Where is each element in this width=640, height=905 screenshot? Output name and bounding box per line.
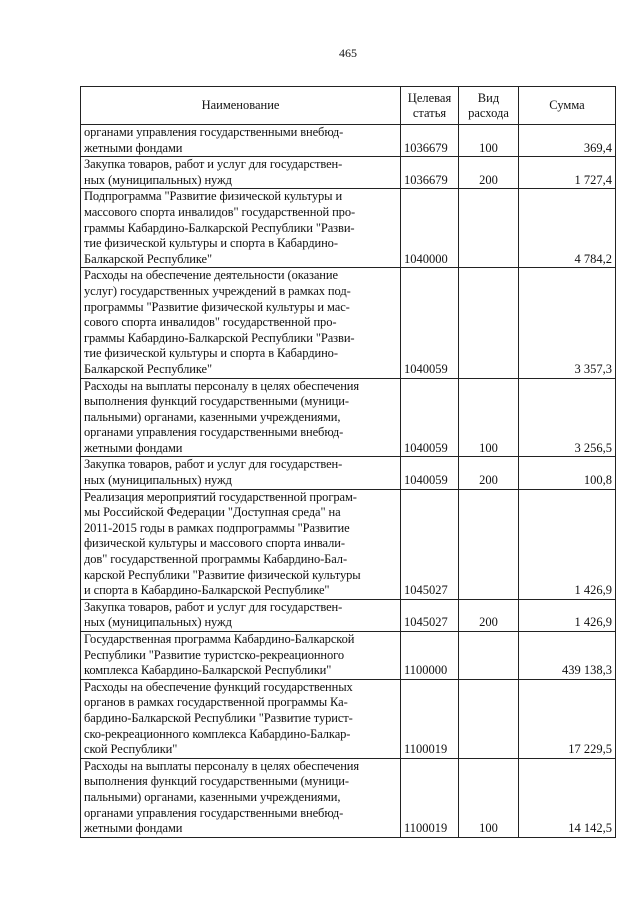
table-row <box>81 758 616 837</box>
cell-sum: 439 138,3 <box>519 632 616 680</box>
cell-sum: 1 426,9 <box>519 599 616 631</box>
cell-code: 1040059 <box>401 378 459 457</box>
cell-sum: 4 784,2 <box>519 189 616 268</box>
cell-name: органами управления государственными внебюд- жетными фондами <box>81 125 401 157</box>
table-row <box>81 125 616 157</box>
cell-name: Реализация мероприятий государственной програм- мы Российской Федерации "Доступная среда" на 2011-2015 годы в рамках подпрограммы "Развитие физической культуры и массового спорта инвали- дов" государственной программы Кабардино-Бал- карской Республики "Развитие физической культуры и спорта в Кабардино-Балкарской Республике" <box>81 489 401 599</box>
cell-name: Закупка товаров, работ и услуг для государствен- ных (муниципальных) нужд <box>81 157 401 189</box>
cell-name: Расходы на обеспечение функций государственных органов в рамках государственной программы Ка- бардино-Балкарской Республики "Развитие турист- ско-рекреационного комплекса Кабардино-Балкар- ской Республики" <box>81 679 401 758</box>
cell-name: Расходы на выплаты персоналу в целях обеспечения выполнения функций государственными (муници- пальными) органами, казенными учреждениями, органами управления государственными внебюд- жетными фондами <box>81 758 401 837</box>
cell-code: 1036679 <box>401 157 459 189</box>
cell-sum: 3 357,3 <box>519 268 616 378</box>
cell-sum: 369,4 <box>519 125 616 157</box>
cell-code: 1040059 <box>401 457 459 489</box>
header-type: Вид расхода <box>459 87 519 125</box>
cell-name: Закупка товаров, работ и услуг для государствен- ных (муниципальных) нужд <box>81 599 401 631</box>
header-name: Наименование <box>81 87 401 125</box>
cell-type: 100 <box>459 378 519 457</box>
table-row <box>81 632 616 680</box>
table-row <box>81 489 616 599</box>
header-code: Целевая статья <box>401 87 459 125</box>
cell-code: 1100000 <box>401 632 459 680</box>
header-sum: Сумма <box>519 87 616 125</box>
cell-sum: 3 256,5 <box>519 378 616 457</box>
cell-code: 1036679 <box>401 125 459 157</box>
cell-name: Расходы на выплаты персоналу в целях обеспечения выполнения функций государственными (муници- пальными) органами, казенными учреждениями, органами управления государственными внебюд- жетными фондами <box>81 378 401 457</box>
cell-sum: 14 142,5 <box>519 758 616 837</box>
cell-code: 1100019 <box>401 758 459 837</box>
cell-sum: 17 229,5 <box>519 679 616 758</box>
cell-name: Расходы на обеспечение деятельности (оказание услуг) государственных учреждений в рамках под- программы "Развитие физической культуры и мас- сового спорта инвалидов" государственной про- граммы Кабардино-Балкарской Республики "Разви- тие физической культуры и спорта в Кабардино- Балкарской Республике" <box>81 268 401 378</box>
cell-sum: 100,8 <box>519 457 616 489</box>
cell-code: 1045027 <box>401 599 459 631</box>
cell-code: 1100019 <box>401 679 459 758</box>
cell-type <box>459 189 519 268</box>
cell-name: Подпрограмма "Развитие физической культуры и массового спорта инвалидов" государственной про- граммы Кабардино-Балкарской Республики "Разви- тие физической культуры и спорта в Кабардино- Балкарской Республике" <box>81 189 401 268</box>
cell-code: 1040000 <box>401 189 459 268</box>
cell-type <box>459 268 519 378</box>
cell-type <box>459 489 519 599</box>
table-row <box>81 378 616 457</box>
cell-sum: 1 727,4 <box>519 157 616 189</box>
table-row <box>81 679 616 758</box>
cell-type: 200 <box>459 457 519 489</box>
cell-type: 100 <box>459 125 519 157</box>
table-row <box>81 599 616 631</box>
cell-code: 1045027 <box>401 489 459 599</box>
cell-type: 200 <box>459 599 519 631</box>
table-row <box>81 189 616 268</box>
cell-code: 1040059 <box>401 268 459 378</box>
cell-type <box>459 679 519 758</box>
cell-type <box>459 632 519 680</box>
cell-name: Государственная программа Кабардино-Балкарской Республики "Развитие туристско-рекреационного комплекса Кабардино-Балкарской Республики" <box>81 632 401 680</box>
table-body <box>81 125 616 838</box>
table-header-row <box>81 87 616 125</box>
cell-name: Закупка товаров, работ и услуг для государствен- ных (муниципальных) нужд <box>81 457 401 489</box>
page-number: 465 <box>339 46 357 60</box>
table-row <box>81 157 616 189</box>
cell-sum: 1 426,9 <box>519 489 616 599</box>
cell-type: 200 <box>459 157 519 189</box>
budget-table <box>80 86 616 838</box>
cell-type: 100 <box>459 758 519 837</box>
table-row <box>81 268 616 378</box>
table-row <box>81 457 616 489</box>
